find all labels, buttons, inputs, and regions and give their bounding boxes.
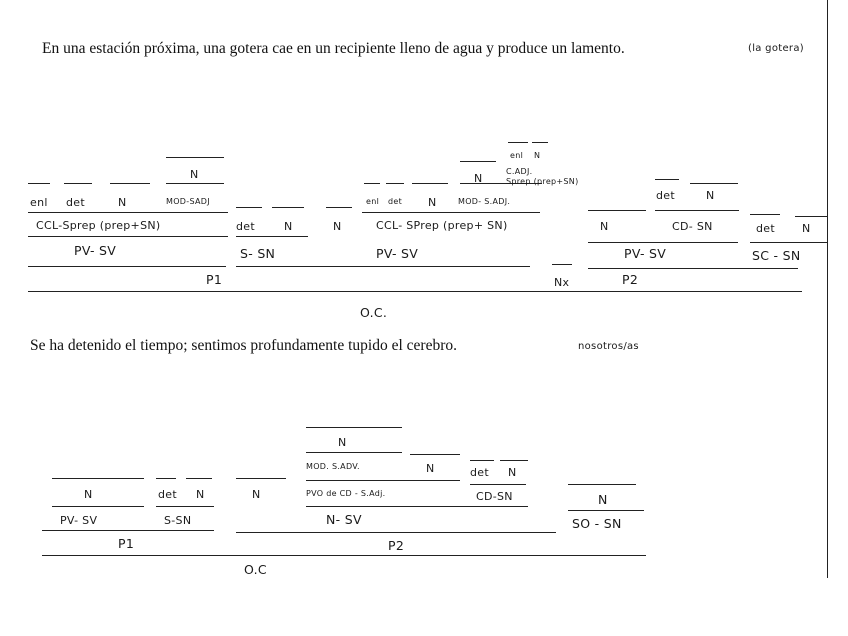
tree2-label: det xyxy=(158,488,177,501)
tree1-label: SC - SN xyxy=(752,248,801,263)
tree2-bar xyxy=(470,460,494,461)
tree1-bar xyxy=(750,214,780,215)
tree1-bar xyxy=(28,236,228,237)
tree1-label: PV- SV xyxy=(624,246,667,261)
tree1-bar xyxy=(28,212,228,213)
tree1-bar xyxy=(750,242,827,243)
tree2-label: PVO de CD - S.Adj. xyxy=(306,489,386,498)
tree1-bar xyxy=(28,291,802,292)
tree2-label: PV- SV xyxy=(60,514,98,527)
tree1-bar xyxy=(362,212,540,213)
tree1-label: N xyxy=(428,196,437,209)
tree2-label: N xyxy=(338,436,347,449)
tree2-bar xyxy=(186,478,212,479)
tree2-label: MOD. S.ADV. xyxy=(306,462,360,471)
tree1-label: det xyxy=(236,220,255,233)
tree1-label: CCL- SPrep (prep+ SN) xyxy=(376,219,508,232)
tree1-bar xyxy=(110,183,150,184)
tree2-bar xyxy=(568,484,636,485)
tree2-bar xyxy=(156,478,176,479)
tree2-bar xyxy=(236,478,286,479)
tree1-label: N xyxy=(474,172,483,185)
tree1-bar xyxy=(655,179,679,180)
tree1-bar xyxy=(552,264,572,265)
tree1-bar xyxy=(236,207,262,208)
tree2-label: P2 xyxy=(388,538,405,553)
tree2-label: N xyxy=(508,466,517,479)
tree1-bar xyxy=(460,161,496,162)
tree2-bar xyxy=(500,460,528,461)
tree2-bar xyxy=(306,427,402,428)
tree1-bar xyxy=(166,157,224,158)
tree1-bar xyxy=(588,210,646,211)
tree2-label: CD-SN xyxy=(476,490,513,503)
tree1-label: PV- SV xyxy=(74,243,117,258)
tree2-label: P1 xyxy=(118,536,135,551)
tree2-label: O.C xyxy=(244,562,267,577)
tree1-bar xyxy=(532,142,548,143)
tree1-bar xyxy=(28,266,226,267)
tree1-bar xyxy=(236,236,308,237)
tree1-bar xyxy=(412,183,448,184)
tree2-bar xyxy=(306,506,528,507)
tree1-bar xyxy=(386,183,404,184)
tree1-label: N xyxy=(190,168,199,181)
tree1-label: PV- SV xyxy=(376,246,419,261)
tree1-bar xyxy=(588,242,738,243)
tree1-label: CD- SN xyxy=(672,220,713,233)
tree2-bar xyxy=(470,484,526,485)
tree1-label: P2 xyxy=(622,272,639,287)
tree1-label: enl xyxy=(510,151,524,160)
tree2-bar xyxy=(52,506,144,507)
tree2-bar xyxy=(42,530,214,531)
tree1-label: det xyxy=(656,189,675,202)
tree2-bar xyxy=(410,454,460,455)
tree1-label: MOD- S.ADJ. xyxy=(458,197,511,206)
tree1-bar xyxy=(364,183,380,184)
tree1-bar xyxy=(655,210,739,211)
tree1-label: N xyxy=(600,220,609,233)
tree1-bar xyxy=(588,268,798,269)
tree1-label: P1 xyxy=(206,272,223,287)
tree2-label: N xyxy=(598,492,608,507)
tree1-label: N xyxy=(284,220,293,233)
tree1-bar xyxy=(272,207,304,208)
tree2-bar xyxy=(568,510,644,511)
tree1-label: Nx xyxy=(554,276,570,289)
tree2-label: N- SV xyxy=(326,512,362,527)
sentence-2: Se ha detenido el tiempo; sentimos profundamente tupido el cerebro. xyxy=(30,337,457,354)
tree1-label: det xyxy=(756,222,775,235)
tree2-bar xyxy=(52,478,144,479)
tree1-bar xyxy=(64,183,92,184)
sentence-2-note: nosotros/as xyxy=(578,341,639,352)
tree1-bar xyxy=(166,183,224,184)
tree1-label: enl xyxy=(366,197,380,206)
tree1-bar xyxy=(326,207,352,208)
right-margin-rule xyxy=(827,0,828,578)
tree1-bar xyxy=(28,183,50,184)
tree1-label: N xyxy=(534,151,541,160)
tree2-bar xyxy=(156,506,214,507)
tree1-label: det xyxy=(66,196,85,209)
tree2-bar xyxy=(42,555,646,556)
tree1-bar xyxy=(795,216,827,217)
tree1-label: S- SN xyxy=(240,246,276,261)
tree1-bar xyxy=(236,266,530,267)
tree1-bar xyxy=(508,142,528,143)
tree1-label: N xyxy=(333,220,342,233)
tree1-label: det xyxy=(388,197,403,206)
tree1-label: CCL-Sprep (prep+SN) xyxy=(36,219,161,232)
tree2-label: S-SN xyxy=(164,514,192,527)
tree1-label: Sprep (prep+SN) xyxy=(506,177,579,186)
tree1-label: N xyxy=(706,189,715,202)
tree2-label: det xyxy=(470,466,489,479)
tree2-label: N xyxy=(84,488,93,501)
sentence-1: En una estación próxima, una gotera cae en un recipiente lleno de agua y produce un lamento. xyxy=(42,40,625,57)
tree2-bar xyxy=(236,532,556,533)
tree1-label: C.ADJ. xyxy=(506,167,533,176)
tree1-label: enl xyxy=(30,196,48,209)
sentence-1-note: (la gotera) xyxy=(748,43,804,54)
tree2-label: N xyxy=(252,488,261,501)
tree1-label: N xyxy=(118,196,127,209)
tree1-label: MOD-SADJ xyxy=(166,197,210,206)
tree2-bar xyxy=(306,452,402,453)
tree1-label: O.C. xyxy=(360,305,388,320)
tree2-label: SO - SN xyxy=(572,516,622,531)
tree1-label: N xyxy=(802,222,811,235)
tree1-bar xyxy=(690,183,738,184)
tree2-bar xyxy=(306,480,460,481)
tree2-label: N xyxy=(426,462,435,475)
tree2-label: N xyxy=(196,488,205,501)
